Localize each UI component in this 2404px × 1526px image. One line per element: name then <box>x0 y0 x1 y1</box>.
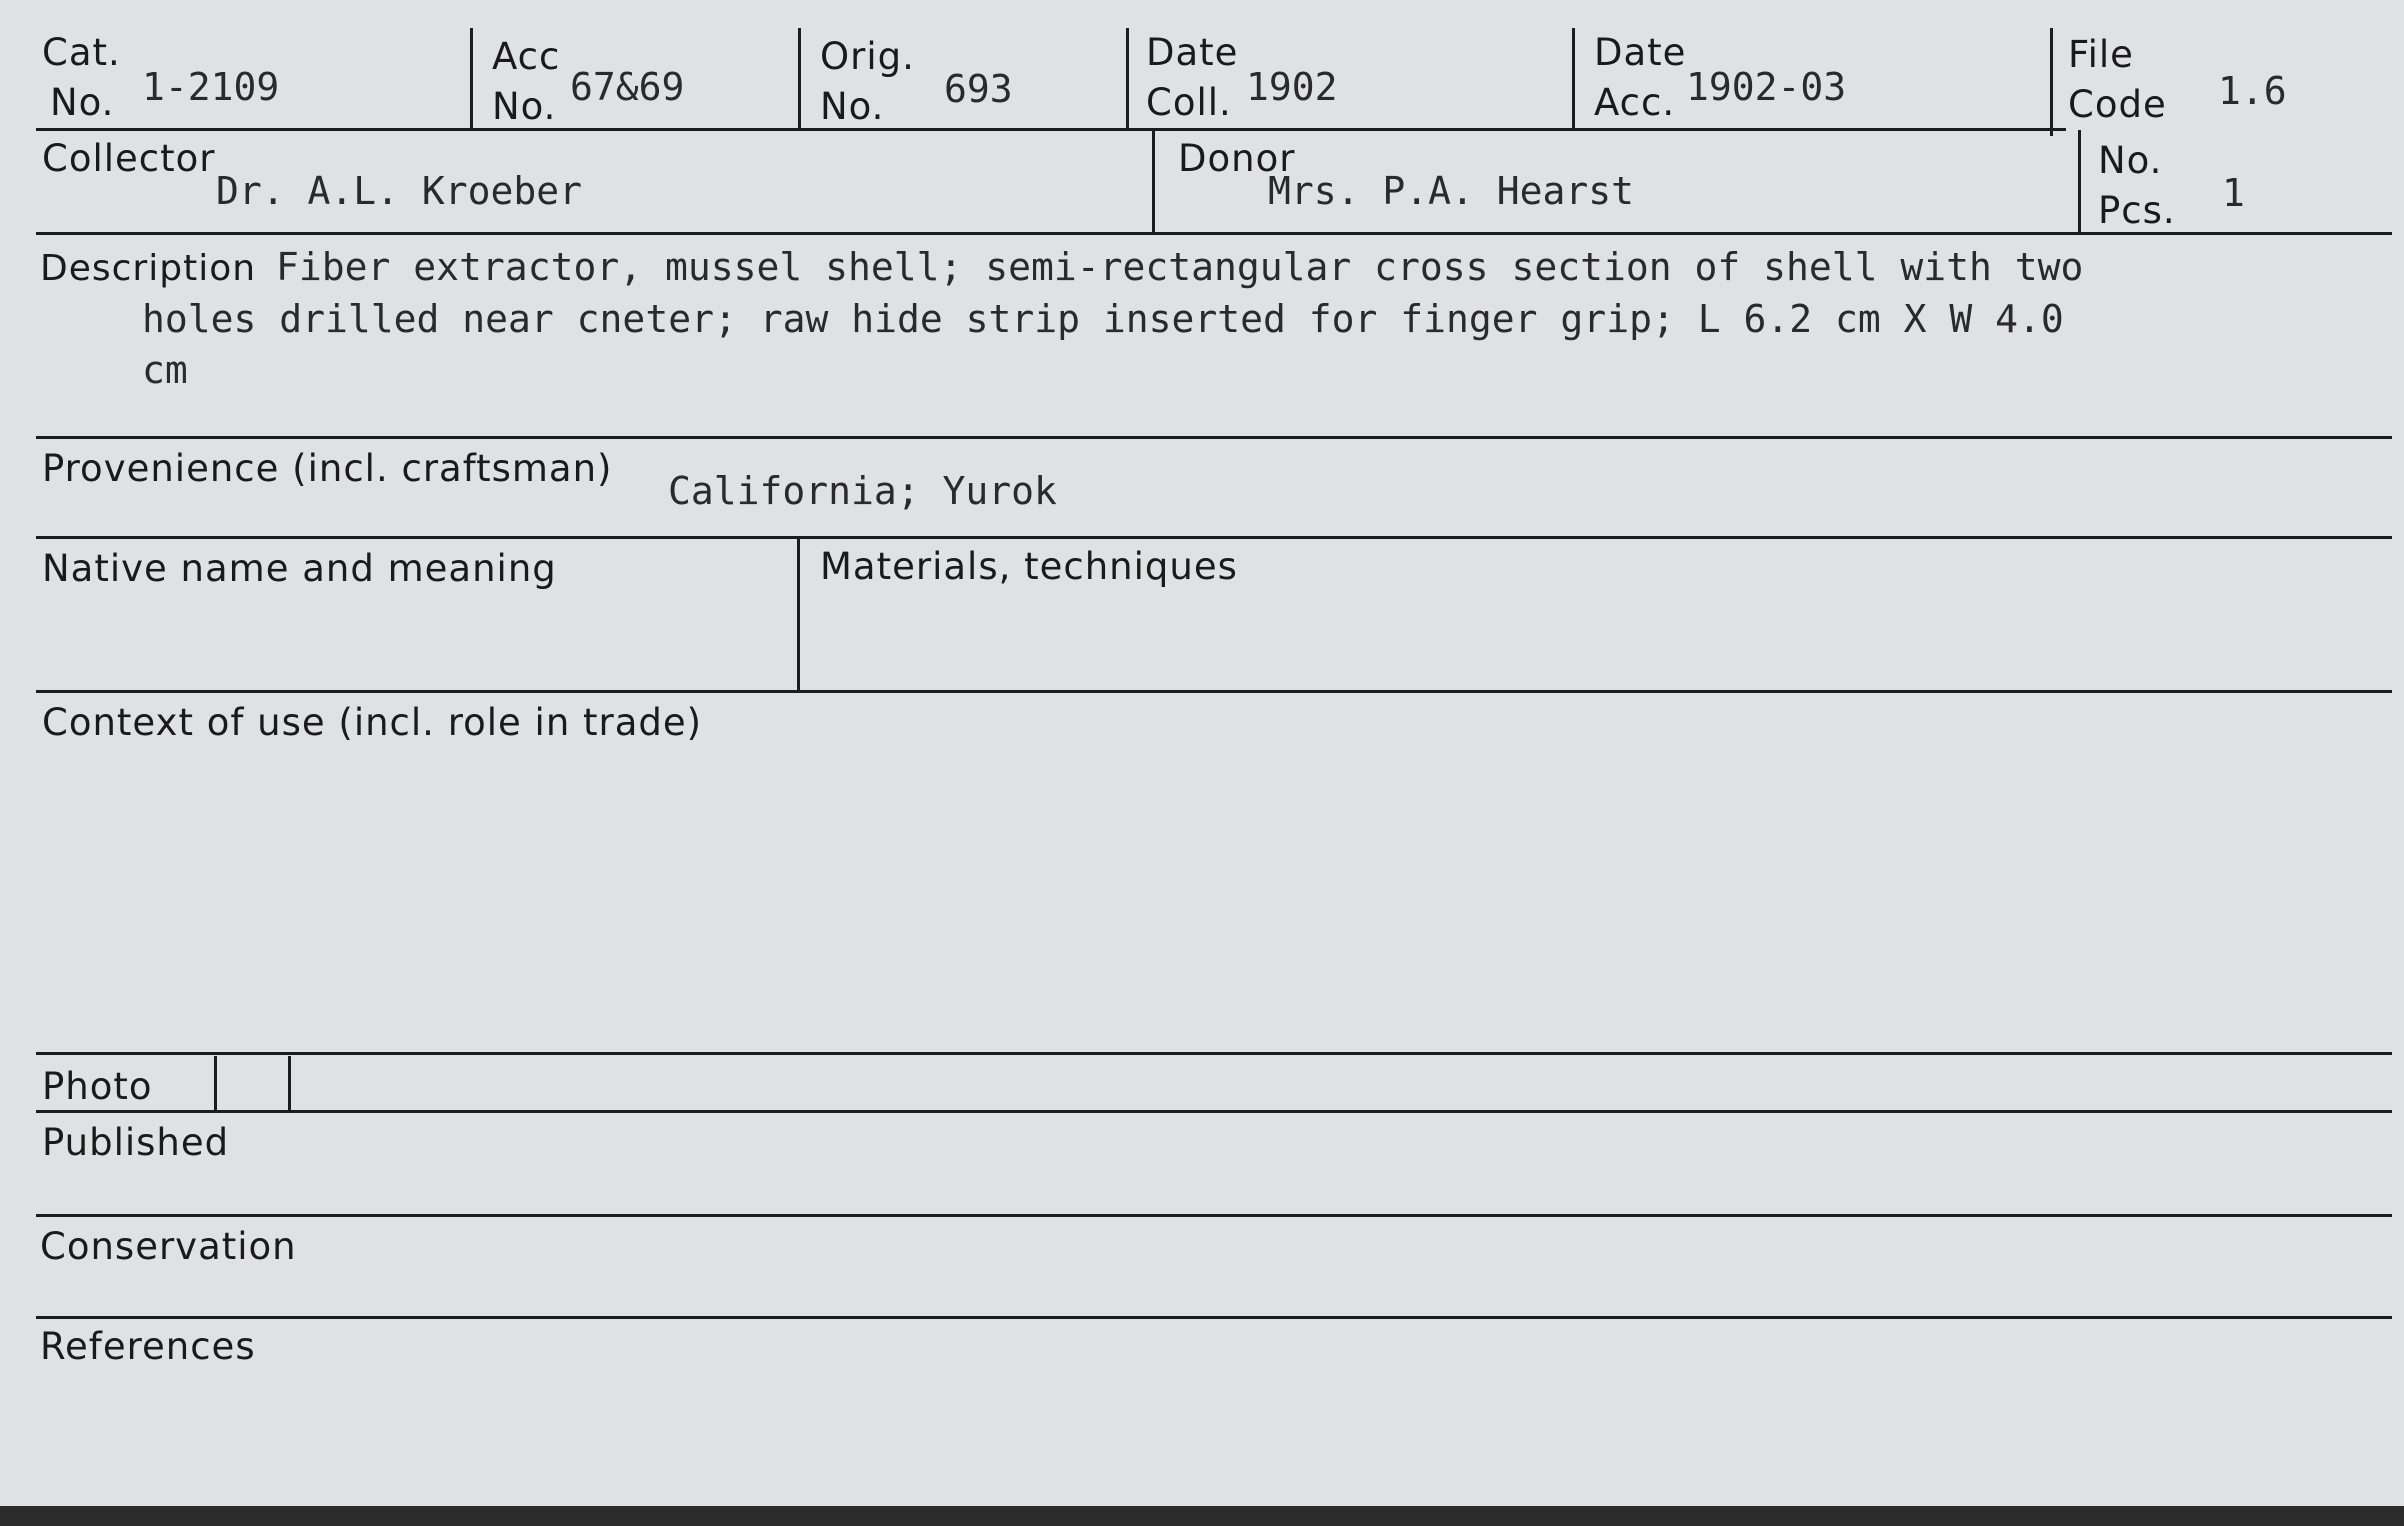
references-label: References <box>40 1325 256 1368</box>
rule-photo-bottom <box>36 1110 2392 1113</box>
cat-no-value: 1-2109 <box>142 65 280 109</box>
donor-label: Donor <box>1178 137 1296 180</box>
rule-header-bottom <box>36 128 2066 131</box>
materials-label: Materials, techniques <box>820 545 1238 588</box>
acc-no-label-2: No. <box>492 85 557 128</box>
rule-v-collector-donor <box>1152 130 1155 234</box>
card-bottom-edge <box>0 1506 2404 1526</box>
description-text-1: Fiber extractor, mussel shell; semi-rectangular cross section of shell with two <box>276 245 2084 289</box>
rule-description-bottom <box>36 436 2392 439</box>
donor-value: Mrs. P.A. Hearst <box>1268 169 1635 213</box>
collector-value: Dr. A.L. Kroeber <box>216 169 583 213</box>
photo-label: Photo <box>42 1065 153 1108</box>
provenience-label: Provenience (incl. craftsman) <box>42 447 613 490</box>
rule-v-datecoll-dateacc <box>1572 28 1575 130</box>
rule-context-bottom <box>36 1052 2392 1055</box>
rule-v-orig-date <box>1126 28 1129 130</box>
rule-collector-bottom <box>36 232 2392 235</box>
collector-label: Collector <box>42 137 216 180</box>
acc-no-value: 67&69 <box>570 65 685 109</box>
date-coll-label-1: Date <box>1146 31 1239 74</box>
description-line-1 <box>40 242 2370 294</box>
published-label: Published <box>42 1121 230 1164</box>
rule-v-acc-orig <box>798 28 801 130</box>
date-coll-label-2: Coll. <box>1146 81 1232 124</box>
rule-conservation-bottom <box>36 1316 2392 1319</box>
orig-no-value: 693 <box>944 67 1013 111</box>
no-pcs-label-2: Pcs. <box>2098 189 2176 232</box>
rule-v-cat-acc <box>470 28 473 130</box>
cat-no-label-1: Cat. <box>42 31 121 74</box>
acc-no-label-1: Acc <box>492 35 561 78</box>
file-code-value: 1.6 <box>2218 69 2287 113</box>
orig-no-label-1: Orig. <box>820 35 915 78</box>
provenience-value: California; Yurok <box>668 469 1057 513</box>
rule-native-bottom <box>36 690 2392 693</box>
no-pcs-value: 1 <box>2222 171 2245 215</box>
orig-no-label-2: No. <box>820 85 885 128</box>
conservation-label: Conservation <box>40 1225 297 1268</box>
file-code-label-1: File <box>2068 33 2134 76</box>
rule-v-photo-box-2 <box>288 1056 291 1112</box>
cat-no-label-2: No. <box>50 81 115 124</box>
description-line-3: cm <box>142 348 188 392</box>
context-label: Context of use (incl. role in trade) <box>42 701 703 744</box>
rule-v-native-materials <box>797 538 800 692</box>
description-label: Description <box>40 248 257 289</box>
description-line-2: holes drilled near cneter; raw hide strip inserted for finger grip; L 6.2 cm X W 4.0 <box>142 297 2064 341</box>
file-code-label-2: Code <box>2068 83 2167 126</box>
date-acc-label-2: Acc. <box>1594 81 1676 124</box>
rule-provenience-bottom <box>36 536 2392 539</box>
date-coll-value: 1902 <box>1246 65 1338 109</box>
no-pcs-label-1: No. <box>2098 139 2163 182</box>
rule-v-donor-pcs <box>2078 130 2081 234</box>
native-name-label: Native name and meaning <box>42 547 557 590</box>
date-acc-label-1: Date <box>1594 31 1687 74</box>
rule-v-dateacc-file <box>2050 28 2053 136</box>
rule-v-photo-box-1 <box>214 1056 217 1112</box>
description-block <box>40 242 2370 396</box>
rule-published-bottom <box>36 1214 2392 1217</box>
date-acc-value: 1902-03 <box>1686 65 1847 109</box>
